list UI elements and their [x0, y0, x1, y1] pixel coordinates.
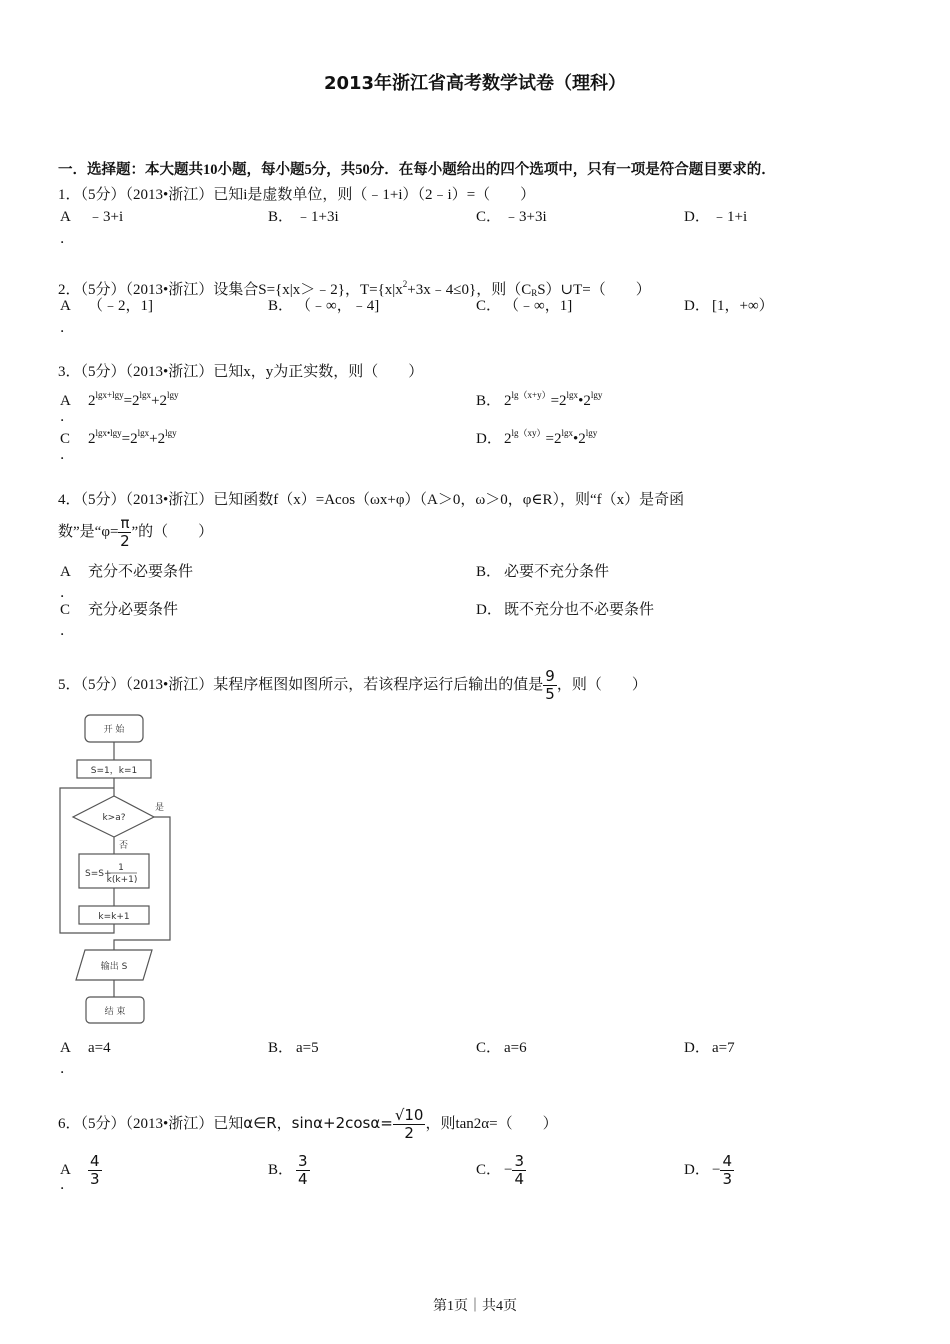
option-label: B．: [476, 393, 502, 409]
option-label: D．: [684, 1162, 710, 1178]
option-label: D．: [476, 602, 502, 618]
q1-option-c: [476, 207, 547, 227]
stem-text: 数”是“φ=: [58, 524, 119, 540]
option-label: D．: [476, 431, 502, 447]
denominator: 2: [404, 1124, 414, 1143]
option-label: C．: [476, 209, 502, 225]
q4-option-c: [60, 600, 178, 620]
q4-option-b: [476, 562, 609, 582]
exponent: lgy: [590, 390, 603, 400]
q3-option-b: [476, 385, 602, 411]
option-text: 必要不充分条件: [504, 564, 610, 580]
question-3-stem: 3．（5分）（2013•浙江）已知x，y为正实数，则（ ）: [58, 364, 424, 380]
math: +2: [149, 431, 166, 447]
q5-option-c: [476, 1038, 527, 1058]
flow-yes: 是: [155, 803, 165, 813]
exponent: lgx•lgy: [95, 428, 122, 438]
label-dot: ．: [60, 586, 74, 601]
q5-option-a: [60, 1038, 111, 1058]
option-text: 既不充分也不必要条件: [504, 602, 655, 618]
option-label: D．: [684, 1040, 710, 1056]
flow-output: 输出 S: [100, 962, 128, 972]
q6-option-d: [684, 1152, 734, 1188]
fraction: [88, 1153, 102, 1188]
option-label: A: [60, 1162, 71, 1178]
numerator: 4: [90, 1152, 100, 1171]
q3-option-c: [60, 423, 177, 449]
numerator: 3: [298, 1152, 308, 1171]
option-text: ﹣1+i: [712, 209, 748, 225]
page-footer: 第1页｜共4页: [433, 1299, 517, 1314]
numerator: 3: [514, 1152, 525, 1171]
option-text: a=7: [712, 1040, 735, 1056]
math: 2: [504, 393, 512, 409]
q2-option-d: [684, 296, 774, 316]
option-label: B．: [268, 1040, 294, 1056]
option-text: ﹣1+3i: [296, 209, 339, 225]
math: •2: [578, 393, 591, 409]
option-label: A: [60, 209, 71, 225]
option-text: 充分必要条件: [88, 602, 179, 618]
fraction: [512, 1153, 526, 1188]
question-5-stem: [58, 667, 647, 703]
option-text: 充分不必要条件: [88, 564, 194, 580]
math: 2: [88, 431, 96, 447]
exponent: lgx: [561, 428, 573, 438]
label-dot: ．: [60, 448, 74, 463]
label-dot: ．: [60, 321, 74, 336]
exponent: lgx: [566, 390, 579, 400]
option-label: C．: [476, 298, 502, 314]
option-label: A: [60, 393, 71, 409]
math: •2: [573, 431, 586, 447]
option-label: C．: [476, 1162, 502, 1178]
flow-start: 开 始: [103, 725, 125, 735]
q3-option-a: [60, 385, 179, 411]
fraction: [296, 1153, 310, 1188]
flow-init: S=1，k=1: [90, 766, 138, 776]
label-dot: ．: [60, 410, 74, 425]
option-label: A: [60, 298, 71, 314]
stem-text: ，则tan2α=（ ）: [425, 1116, 558, 1132]
option-label: D．: [684, 298, 710, 314]
q5-option-d: [684, 1038, 735, 1058]
superscript: 2: [402, 279, 408, 289]
exponent: lgy: [585, 428, 598, 438]
option-text: （﹣∞，1]: [504, 298, 573, 314]
q4-option-a: [60, 562, 193, 582]
stem-text: ，则（ ）: [556, 677, 647, 693]
q1-option-b: [268, 207, 339, 227]
minus-sign: −: [712, 1162, 721, 1178]
math: α∈R，sinα+2cosα=: [243, 1114, 393, 1132]
exponent: lgx: [137, 428, 150, 438]
label-dot: ．: [60, 232, 74, 247]
fraction: [393, 1107, 426, 1142]
stem-text: S）∪T=（ ）: [537, 282, 651, 298]
denominator: 4: [298, 1170, 308, 1189]
q1-option-d: [684, 207, 747, 227]
fraction: [720, 1153, 734, 1188]
option-label: B．: [268, 209, 294, 225]
option-label: C: [60, 602, 71, 618]
q2-option-a: [60, 296, 153, 316]
math: =2: [550, 393, 567, 409]
option-label: B．: [476, 564, 502, 580]
q4-option-d: [476, 600, 654, 620]
flow-no: 否: [119, 841, 129, 851]
stem-text: 6．（5分）（2013•浙江）已知: [58, 1116, 244, 1132]
option-label: A: [60, 1040, 71, 1056]
exponent: lgy: [165, 428, 177, 438]
numerator: π: [120, 514, 130, 533]
subscript: R: [531, 288, 538, 298]
option-text: a=5: [296, 1040, 319, 1056]
label-dot: ．: [60, 1178, 74, 1193]
math: =2: [123, 393, 140, 409]
option-label: B．: [268, 1162, 294, 1178]
option-text: [1，+∞）: [712, 298, 774, 314]
flowchart: [55, 710, 185, 1030]
numerator: 9: [545, 667, 555, 686]
option-label: C: [60, 431, 71, 447]
label-dot: ．: [60, 624, 74, 639]
stem-text: 5．（5分）（2013•浙江）某程序框图如图所示，若该程序运行后输出的值是: [58, 677, 544, 693]
stem-text: ”的（ ）: [131, 524, 214, 540]
question-6-stem: [58, 1104, 558, 1143]
q2-option-b: [268, 296, 379, 316]
option-text: （﹣∞，﹣4]: [296, 298, 380, 314]
option-text: a=4: [88, 1040, 111, 1056]
flow-update-den: k(k+1): [106, 875, 138, 885]
flow-update-num: 1: [118, 863, 124, 873]
flow-end: 结 束: [104, 1007, 126, 1017]
stem-text: +3x﹣4≤0}，则（C: [407, 282, 532, 298]
denominator: 4: [514, 1170, 525, 1189]
fraction: [118, 515, 131, 550]
flow-condition: k>a?: [102, 813, 126, 823]
option-text: （﹣2，1]: [88, 298, 153, 314]
denominator: 3: [90, 1170, 100, 1189]
q1-option-a: [60, 207, 123, 227]
option-text: a=6: [504, 1040, 527, 1056]
exponent: lgy: [167, 390, 179, 400]
denominator: 3: [722, 1170, 733, 1189]
q6-option-c: [476, 1152, 526, 1188]
flow-increment: k=k+1: [98, 912, 130, 922]
option-label: A: [60, 564, 71, 580]
math: 2: [504, 431, 512, 447]
math: =2: [121, 431, 138, 447]
option-label: D．: [684, 209, 710, 225]
question-4-stem-line2: [58, 514, 213, 550]
question-4-stem: 4．（5分）（2013•浙江）已知函数f（x）=Acos（ωx+φ）（A＞0，ω＞0，φ∈R），则“f（x）是奇函: [58, 492, 685, 508]
math: =2: [545, 431, 562, 447]
option-label: C．: [476, 1040, 502, 1056]
label-dot: ．: [60, 1062, 74, 1077]
math: 2: [88, 393, 96, 409]
option-text: ﹣3+3i: [504, 209, 547, 225]
page-title: 2013年浙江省高考数学试卷（理科）: [323, 73, 627, 94]
section-heading: 一．选择题：本大题共10小题，每小题5分，共50分．在每小题给出的四个选项中，只有一项是符合题目要求的．: [58, 162, 776, 178]
q6-option-b: [268, 1152, 310, 1188]
numerator: 4: [722, 1152, 733, 1171]
denominator: 5: [545, 685, 555, 704]
minus-sign: −: [504, 1162, 513, 1178]
numerator: √10: [394, 1106, 424, 1125]
fraction: [543, 668, 557, 703]
denominator: 2: [120, 532, 130, 551]
flow-update: S=S+: [85, 869, 112, 879]
q5-option-b: [268, 1038, 319, 1058]
math: +2: [151, 393, 168, 409]
question-1-stem: 1．（5分）（2013•浙江）已知i是虚数单位，则（﹣1+i）（2﹣i）=（ ）: [58, 187, 536, 203]
q3-option-d: [476, 423, 597, 449]
option-text: ﹣3+i: [88, 209, 124, 225]
exponent: lg（x+y）: [511, 390, 551, 400]
stem-text: 2．（5分）（2013•浙江）设集合S={x|x＞﹣2}，T={x|x: [58, 282, 403, 298]
q2-option-c: [476, 296, 572, 316]
exponent: lgx: [139, 390, 152, 400]
exponent: lg（xy）: [511, 428, 546, 438]
option-label: B．: [268, 298, 294, 314]
exponent: lgx+lgy: [95, 390, 124, 400]
